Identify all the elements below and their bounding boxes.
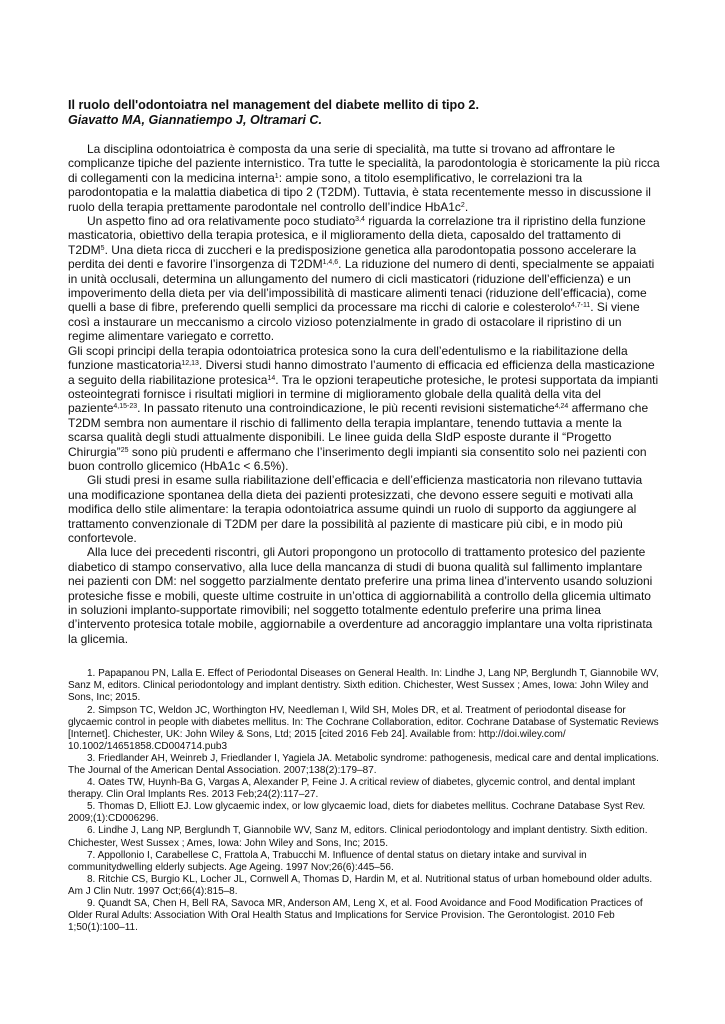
references-list — [68, 668, 660, 934]
reference-item: 3. Friedlander AH, Weinreb J, Friedlander I, Yagiela JA. Metabolic syndrome: pathogenesis, medical care and dental implications. The Journal of the American Dental Association. 2007;138(2):179–87. — [68, 752, 659, 776]
citation: 12,13 — [181, 360, 199, 368]
text-run: affermano che T2DM sembra non aumentare il rischio di fallimento della terapia implantare, tenendo tuttavia a mente la scarsa qualità degli studi attualmente disponibili. Le linee guida della SIdP esposte durante il “Progetto Chirurgia” — [68, 401, 649, 459]
citation: 25 — [120, 446, 129, 454]
text-run: : ampie sono, a titolo esemplificativo, le correlazioni tra la parodontopatia e la malattia diabetica di tipo 2 (T2DM). Tuttavia, è stata recentemente messo in discussione il ruolo della terapia prettamente parodontale nel controllo dell’indice HbA1c — [68, 170, 651, 214]
text-run: . Diversi studi hanno dimostrato l’aumento di efficacia ed efficienza della masticazione a seguito della riabilitazione protesica — [68, 358, 655, 387]
reference-item: 9. Quandt SA, Chen H, Bell RA, Savoca MR, Anderson AM, Leng X, et al. Food Avoidance and Food Modification Practices of Older Rural Adults: Association With Oral Health Status and Implications for Service Provision. The Gerontologist. 2010 Feb 1;50(1):100–11. — [68, 898, 643, 934]
citation: 1,4,6 — [322, 259, 339, 267]
paragraph-4: Gli studi presi in esame sulla riabilitazione dell’efficacia e dell’efficienza masticatoria non rilevano tuttavia una modificazione spontanea della dieta dei pazienti protesizzati, che devono essere seguiti e motivati alla modifica dello stile alimentare: la terapia odontoiatrica assume quindi un ruolo di supporto da aggiungere al trattamento convenzionale di T2DM per dare la possibilità al paziente di masticare più cibi, e in modo più confortevole. — [68, 473, 643, 545]
text-run: riguarda la correlazione tra il ripristino della funzione masticatoria, obiettivo della terapia protesica, e il miglioramento della dieta, caposaldo del trattamento di T2DM — [68, 214, 646, 257]
citation: 2 — [460, 201, 465, 209]
citation: 4,24 — [554, 403, 569, 411]
document-body — [68, 142, 660, 646]
text-run: . In passato ritenuto una controindicazione, le più recenti revisioni sistematiche — [137, 401, 555, 416]
text-run: . — [464, 199, 469, 214]
text-run: . Una dieta ricca di zuccheri e la predisposizione genetica alla parodontopatia possono accelerare la perdita dei denti e favorire l’insorgenza di T2DM — [68, 242, 637, 272]
text-run: . Tra le opzioni terapeutiche protesiche, le protesi supportata da impianti osteointegrati fornisce i risultati migliori in termine di miglioramento globale della qualità della vita del paziente — [68, 372, 659, 416]
document-page — [68, 98, 660, 934]
text-run: La disciplina odontoiatrica è composta da una serie di specialità, ma tutte si trovano ad affrontare le complicanze tipiche del paziente internistico. Tra tutte le specialità, la parodontologia è storicamente la più ricca di collegamenti con la medicina interna — [68, 142, 660, 185]
reference-item: 2. Simpson TC, Weldon JC, Worthington HV, Needleman I, Wild SH, Moles DR, et al. Treatment of periodontal disease for glycaemic control in people with diabetes mellitus. In: The Cochrane Collaboration, editor. Cochrane Database of Systematic Reviews [Internet]. Chichester, UK: John Wiley & Sons, Ltd; 2015 [cited 2016 Feb 24]. Available from: http://doi.wiley.com/ 10.1002/14651858.CD004714.pub3 — [68, 704, 659, 752]
paragraph-2 — [68, 214, 660, 344]
citation: 14 — [267, 374, 276, 382]
citation: 1 — [274, 172, 279, 180]
reference-item: 8. Ritchie CS, Burgio KL, Locher JL, Cornwell A, Thomas D, Hardin M, et al. Nutritional status of urban homebound older adults. Am J Clin Nutr. 1997 Oct;66(4):815–8. — [68, 873, 653, 897]
reference-item: 6. Lindhe J, Lang NP, Berglundh T, Giannobile WV, Sanz M, editors. Clinical periodontology and implant dentistry. Sixth edition. Chichester, West Sussex ; Ames, Iowa: John Wiley and Sons, Inc; 2015. — [68, 825, 648, 849]
reference-item: 7. Appollonio I, Carabellese C, Frattola A, Trabucchi M. Influence of dental status on dietary intake and survival in communitydwelling elderly subjects. Age Ageing. 1997 Nov;26(6):445–56. — [68, 849, 587, 873]
citation: 4,7-11 — [570, 302, 591, 310]
text-run: Un aspetto fino ad ora relativamente poco studiato — [87, 214, 356, 229]
document-title: Il ruolo dell'odontoiatra nel management del diabete mellito di tipo 2. — [68, 98, 479, 112]
text-run: . Si viene così a instaurare un meccanismo a circolo vizioso potenzialmente in grado di ostacolare il ripristino di un regime alimentare variegato e corretto. — [68, 300, 640, 344]
reference-item: 1. Papapanou PN, Lalla E. Effect of Periodontal Diseases on General Health. In: Lindhe J, Lang NP, Berglundh T, Giannobile WV, Sanz M, editors. Clinical periodontology and implant dentistry. Sixth edition. Chichester, West Sussex ; Ames, Iowa: John Wiley and Sons, Inc; 2015. — [68, 668, 659, 704]
citation: 5 — [100, 244, 105, 252]
document-authors: Giavatto MA, Giannatiempo J, Oltramari C. — [68, 113, 323, 127]
paragraph-3 — [68, 344, 660, 474]
paragraph-1 — [68, 142, 660, 214]
text-run: . La riduzione del numero di denti, specialmente se appaiati in unità occlusali, determina un allungamento del numero di cicli masticatori (riduzione dell’efficienza) e un impoverimento della dieta per via dell’impossibilità di masticare alimenti tenaci (riduzione dell’efficacia), come quelli a base di fibre, preferendo quelli semplici da processare ma ricchi di calorie e colesterolo — [68, 257, 655, 315]
paragraph-5: Alla luce dei precedenti riscontri, gli Autori propongono un protocollo di trattamento protesico del paziente diabetico di stampo conservativo, alla luce della mancanza di studi di buona qualità sul fallimento implantare nei pazienti con DM: nel soggetto parzialmente dentato preferire una prima linea d’intervento usando soluzioni protesiche fisse e mobili, queste ultime costruite in un’ottica di aggiornabilità a controllo della glicemia ultimato in soluzioni implanto-supportate rimovibili; nel soggetto totalmente edentulo preferire una prima linea d’intervento protesica totale mobile, aggiornabile a overdenture ad ancoraggio implantare una volta ripristinata la glicemia. — [68, 545, 653, 646]
text-run: sono più prudenti e affermano che l’inserimento degli impianti sia consentito solo nei pazienti con buon controllo glicemico (HbA1c < 6.5%). — [68, 444, 647, 473]
citation: 4,15-23 — [113, 403, 138, 411]
reference-item: 4. Oates TW, Huynh-Ba G, Vargas A, Alexander P, Feine J. A critical review of diabetes, glycemic control, and dental implant therapy. Clin Oral Implants Res. 2013 Feb;24(2):117–27. — [68, 777, 636, 801]
text-run: Gli scopi principi della terapia odontoiatrica protesica sono la cura dell’edentulismo e la riabilitazione della funzione masticatoria — [68, 343, 628, 373]
citation: 3,4 — [355, 216, 365, 224]
reference-item: 5. Thomas D, Elliott EJ. Low glycaemic index, or low glycaemic load, diets for diabetes mellitus. Cochrane Database Syst Rev. 2009;(1):CD006296. — [68, 801, 646, 825]
